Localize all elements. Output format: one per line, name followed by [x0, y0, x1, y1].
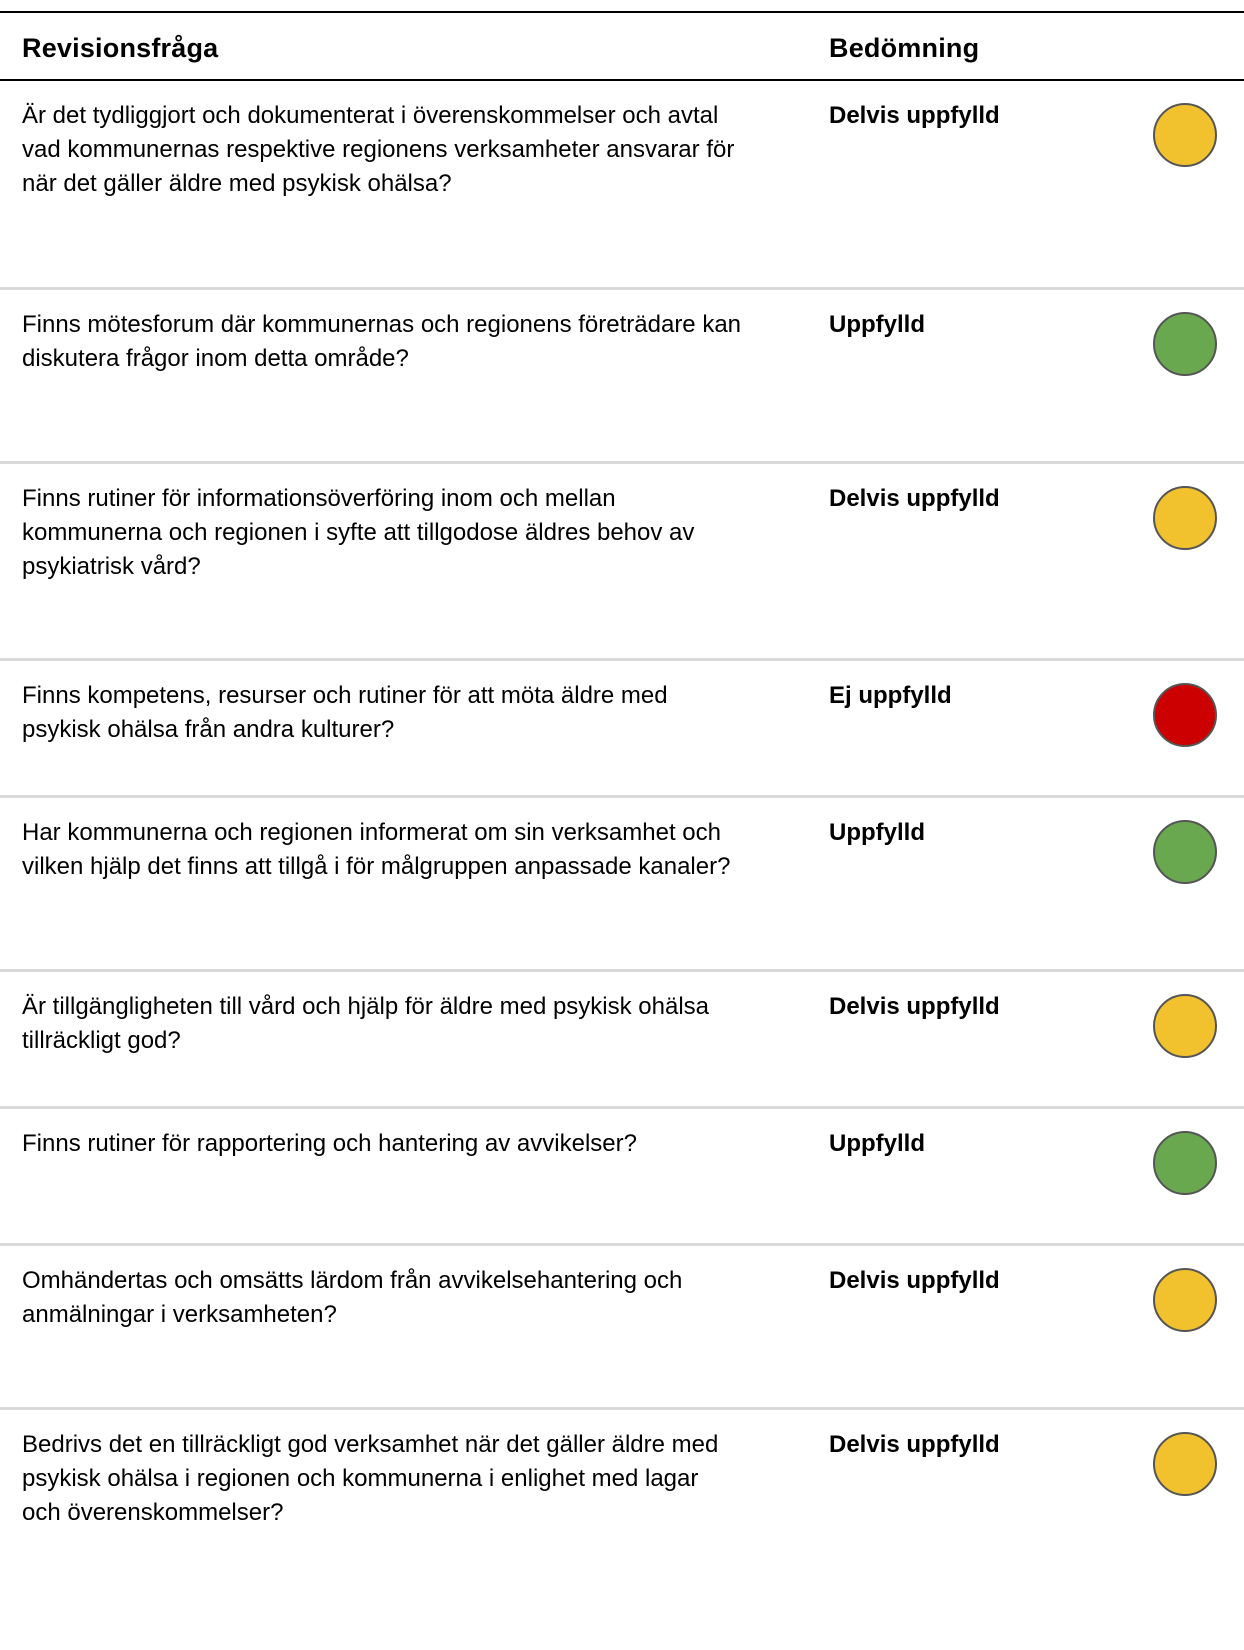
- row-question: Finns rutiner för rapportering och hantering av avvikelser?: [22, 1130, 637, 1157]
- table-row: [0, 972, 1244, 1109]
- status-indicator-icon: [1153, 683, 1217, 747]
- row-question: Finns mötesforum där kommunernas och regionens företrädare kan diskutera frågor inom detta område?: [22, 311, 742, 372]
- row-assessment: Delvis uppfylld: [829, 1267, 1000, 1294]
- status-indicator-icon: [1153, 820, 1217, 884]
- row-assessment: Uppfylld: [829, 311, 925, 338]
- header-assessment: Bedömning: [829, 33, 980, 63]
- row-assessment: Ej uppfylld: [829, 682, 952, 709]
- row-question: Är tillgängligheten till vård och hjälp för äldre med psykisk ohälsa tillräckligt god?: [22, 993, 710, 1054]
- table-row: [0, 464, 1244, 661]
- table-header: [0, 13, 1244, 81]
- table-row: [0, 1246, 1244, 1410]
- table-row: [0, 81, 1244, 290]
- row-assessment: Delvis uppfylld: [829, 485, 1000, 512]
- table-row: [0, 1109, 1244, 1246]
- row-assessment: Uppfylld: [829, 819, 925, 846]
- row-question: Är det tydliggjort och dokumenterat i överenskommelser och avtal vad kommunernas respektive regionens verksamheter ansvarar för när det gäller äldre med psykisk ohälsa?: [22, 102, 735, 197]
- row-question: Har kommunerna och regionen informerat om sin verksamhet och vilken hjälp det finns att tillgå i för målgruppen anpassade kanaler?: [22, 819, 731, 880]
- row-assessment: Delvis uppfylld: [829, 1431, 1000, 1458]
- status-indicator-icon: [1153, 312, 1217, 376]
- status-indicator-icon: [1153, 1432, 1217, 1496]
- table-row: [0, 1410, 1244, 1590]
- row-assessment: Uppfylld: [829, 1130, 925, 1157]
- row-assessment: Delvis uppfylld: [829, 993, 1000, 1020]
- row-assessment: Delvis uppfylld: [829, 102, 1000, 129]
- row-question: Bedrivs det en tillräckligt god verksamhet när det gäller äldre med psykisk ohälsa i regionen och kommunerna i enlighet med lagar och överenskommelser?: [22, 1431, 719, 1526]
- status-indicator-icon: [1153, 1131, 1217, 1195]
- status-indicator-icon: [1153, 994, 1217, 1058]
- table-row: [0, 798, 1244, 972]
- table-row: [0, 290, 1244, 464]
- header-question: Revisionsfråga: [22, 33, 219, 63]
- status-indicator-icon: [1153, 103, 1217, 167]
- assessment-table: [0, 11, 1244, 1590]
- status-indicator-icon: [1153, 1268, 1217, 1332]
- row-question: Finns kompetens, resurser och rutiner för att möta äldre med psykisk ohälsa från andra kulturer?: [22, 682, 668, 743]
- row-question: Finns rutiner för informationsöverföring inom och mellan kommunerna och regionen i syfte att tillgodose äldres behov av psykiatrisk vård?: [22, 485, 695, 580]
- status-indicator-icon: [1153, 486, 1217, 550]
- table-row: [0, 661, 1244, 798]
- row-question: Omhändertas och omsätts lärdom från avvikelsehantering och anmälningar i verksamheten?: [22, 1267, 683, 1328]
